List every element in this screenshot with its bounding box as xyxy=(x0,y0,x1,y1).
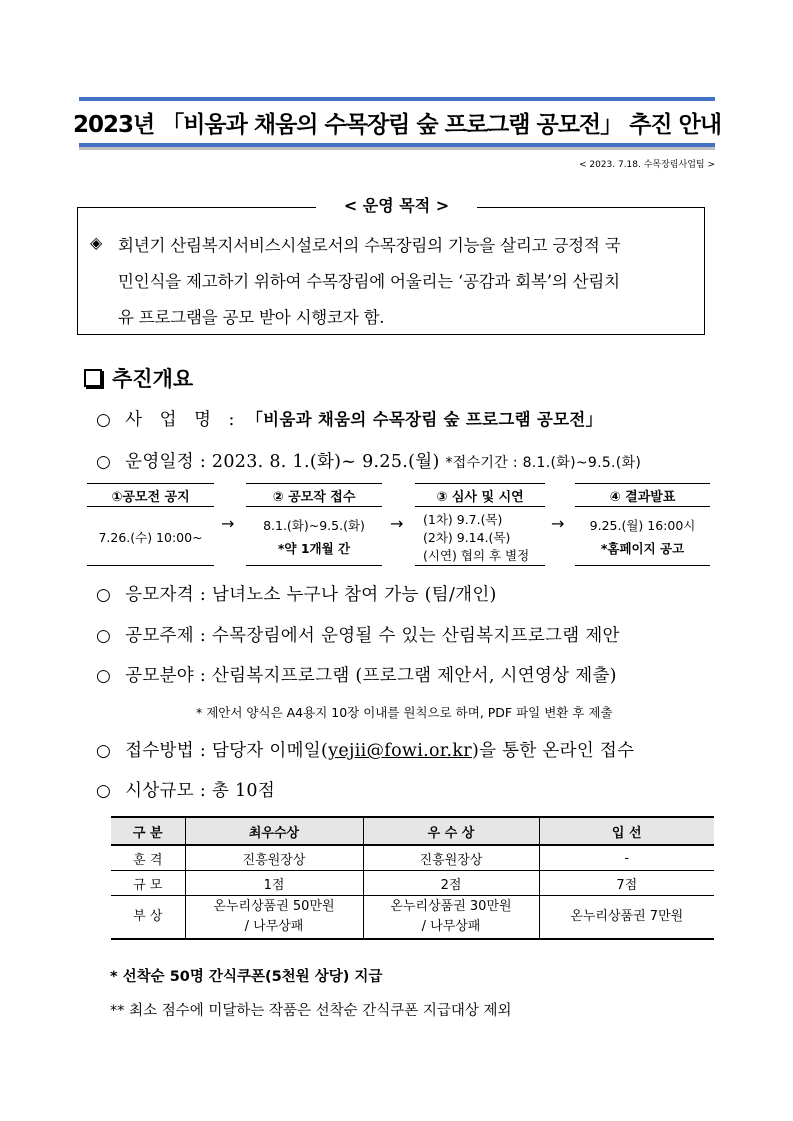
eligibility-value: 남녀노소 누구나 참여 가능 (팀/개인) xyxy=(211,585,497,605)
circle-bullet-icon: ○ xyxy=(96,666,112,686)
prize-table xyxy=(111,816,714,940)
timeline-body-4 xyxy=(575,510,710,566)
circle-bullet-icon: ○ xyxy=(96,626,112,646)
timeline-body-1 xyxy=(87,510,214,566)
eligibility-label: 응모자격 : xyxy=(125,585,207,605)
schedule-value: 2023. 8. 1.(화)~ 9.25.(월) xyxy=(211,452,440,472)
table-cell: 7점 xyxy=(539,871,714,896)
table-cell: 온누리상품권 30만원 / 나무상패 xyxy=(363,896,539,940)
table-cell: - xyxy=(539,845,714,871)
circle-bullet-icon: ○ xyxy=(96,781,112,801)
table-cell: 온누리상품권 50만원 / 나무상패 xyxy=(185,896,363,940)
timeline-1-line: 7.26.(수) 10:00~ xyxy=(98,529,203,545)
timeline-body-2 xyxy=(246,510,382,566)
field-note: * 제안서 양식은 A4용지 10장 이내를 원칙으로 하며, PDF 파일 변환 후 제출 xyxy=(196,705,613,720)
table-header-cell: 우 수 상 xyxy=(363,817,539,845)
date-line: < 2023. 7.18. 수목장림사업팀 > xyxy=(578,160,715,170)
timeline-2-line: 8.1.(화)~9.5.(화) xyxy=(263,518,365,533)
table-cell: 온누리상품권 7만원 xyxy=(539,896,714,940)
item-submission xyxy=(96,737,634,762)
table-header-row xyxy=(111,817,714,845)
email-link[interactable]: yejii@fowi.or.kr xyxy=(328,741,472,761)
timeline-4-line: 9.25.(월) 16:00시 xyxy=(589,518,696,533)
item-schedule xyxy=(96,448,641,473)
circle-bullet-icon: ○ xyxy=(96,410,112,430)
table-cell: 1점 xyxy=(185,871,363,896)
timeline-head-4: ④ 결과발표 xyxy=(575,483,710,507)
footnote-1: * 선착순 50명 간식쿠폰(5천원 상당) 지급 xyxy=(110,969,383,985)
timeline-head-3: ③ 심사 및 시연 xyxy=(415,483,545,507)
table-header-cell: 최우수상 xyxy=(185,817,363,845)
item-theme xyxy=(96,622,620,647)
table-cell: 진흥원장상 xyxy=(185,845,363,871)
purpose-heading: < 운영 목적 > xyxy=(316,196,477,215)
timeline-head-2: ② 공모작 접수 xyxy=(246,483,382,507)
theme-label: 공모주제 : xyxy=(125,626,207,646)
arrow-right-icon: → xyxy=(221,514,235,533)
purpose-line-1: 회년기 산림복지서비스시설로서의 수목장림의 기능을 살리고 긍정적 국 xyxy=(118,236,621,255)
prize-scale-label: 시상규모 : xyxy=(125,781,207,801)
timeline-3-line-1: (1차) 9.7.(목) xyxy=(423,511,503,527)
field-label: 공모분야 : xyxy=(125,666,207,686)
table-header-cell: 구 분 xyxy=(111,817,185,845)
timeline-head-1: ①공모전 공지 xyxy=(87,483,214,507)
checkbox-square-icon xyxy=(84,369,102,387)
purpose-heading-wrap xyxy=(0,193,793,216)
section-header xyxy=(84,363,193,393)
submission-label: 접수방법 : xyxy=(125,741,207,761)
arrow-right-icon: → xyxy=(390,514,404,533)
circle-bullet-icon: ○ xyxy=(96,585,112,605)
circle-bullet-icon: ○ xyxy=(96,741,112,761)
diamond-bullet-icon: ◈ xyxy=(90,233,103,252)
timeline-body-3 xyxy=(415,510,545,566)
timeline-4-bold: *홈페이지 공고 xyxy=(600,541,685,556)
item-business-name xyxy=(96,406,602,431)
submission-prefix: 담당자 이메일( xyxy=(211,741,329,761)
table-cell: 진흥원장상 xyxy=(363,845,539,871)
timeline-3-line-2: (2차) 9.14.(목) xyxy=(423,529,511,545)
item-eligibility xyxy=(96,581,497,606)
arrow-right-icon: → xyxy=(551,514,565,533)
purpose-line-2: 민인식을 제고하기 위하여 수목장림에 어울리는 ‘공감과 회복’의 산림치 xyxy=(118,272,620,291)
item-field xyxy=(96,662,617,687)
theme-value: 수목장림에서 운영될 수 있는 산림복지프로그램 제안 xyxy=(211,626,620,646)
timeline-2-bold: *약 1개월 간 xyxy=(277,541,351,556)
page-title: 2023년 「비움과 채움의 수목장림 숲 프로그램 공모전」 추진 안내 xyxy=(72,111,722,138)
prize-scale-value: 총 10점 xyxy=(211,781,276,801)
section-header-label: 추진개요 xyxy=(112,367,194,391)
timeline-3-line-3: (시연) 협의 후 별정 xyxy=(423,547,530,563)
purpose-line-3: 유 프로그램을 공모 받아 시행코자 함. xyxy=(118,308,385,327)
table-row xyxy=(111,896,714,940)
field-value: 산림복지프로그램 (프로그램 제안서, 시연영상 제출) xyxy=(211,666,617,686)
table-header-cell: 입 선 xyxy=(539,817,714,845)
reception-period: *접수기간 : 8.1.(화)~9.5.(화) xyxy=(445,455,642,471)
title-banner xyxy=(72,97,722,147)
submission-suffix: )을 통한 온라인 접수 xyxy=(471,741,635,761)
table-row-label: 규 모 xyxy=(111,871,185,896)
schedule-label: 운영일정 : xyxy=(125,452,207,472)
circle-bullet-icon: ○ xyxy=(96,452,112,472)
business-name-label: 사 업 명 : xyxy=(125,410,241,430)
table-row xyxy=(111,871,714,896)
item-prize-scale xyxy=(96,777,275,802)
table-cell: 2점 xyxy=(363,871,539,896)
table-row-label: 부 상 xyxy=(111,896,185,940)
table-row xyxy=(111,845,714,871)
footnote-2: ** 최소 점수에 미달하는 작품은 선착순 간식쿠폰 지급대상 제외 xyxy=(110,1003,512,1019)
table-row-label: 훈 격 xyxy=(111,845,185,871)
business-name-value: 「비움과 채움의 수목장림 숲 프로그램 공모전」 xyxy=(246,410,603,429)
